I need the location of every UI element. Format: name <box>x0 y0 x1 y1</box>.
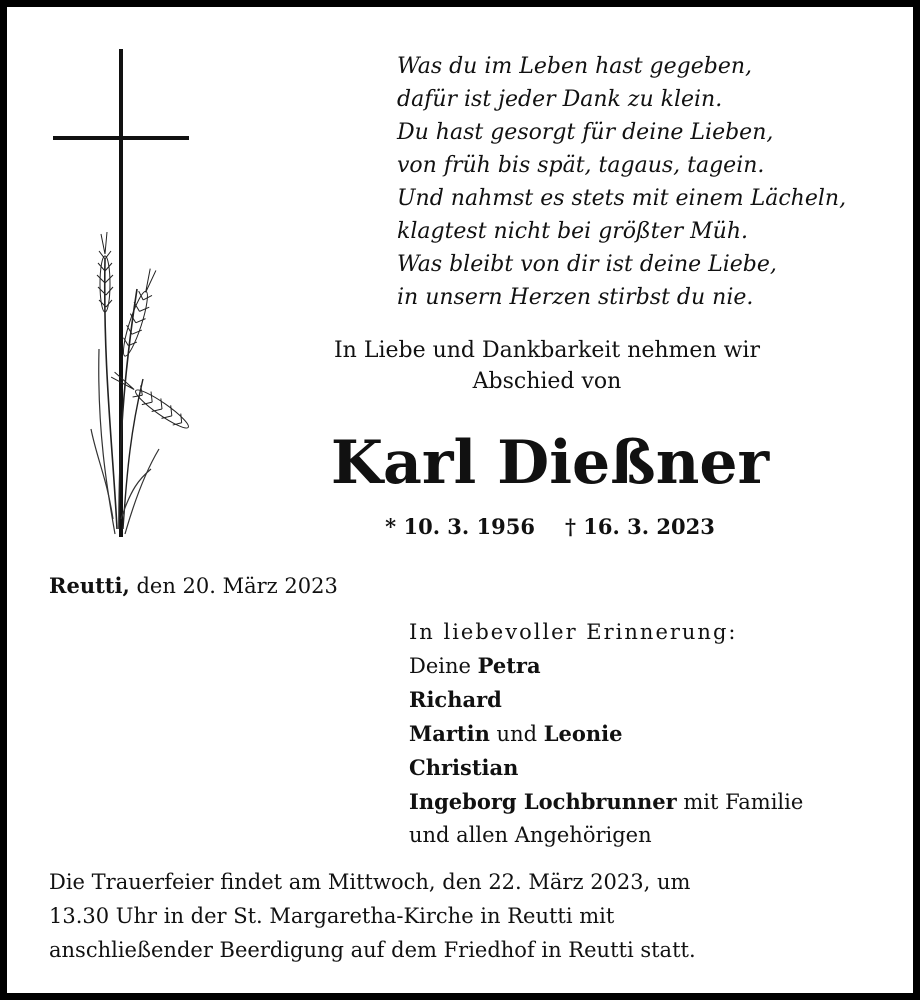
intro-line-1: In Liebe und Dankbarkeit nehmen wir <box>333 338 760 363</box>
place-and-date <box>49 571 338 601</box>
birth-date: * 10. 3. 1956 <box>385 514 535 539</box>
funeral-service-info <box>49 865 879 967</box>
mourner-name: Petra <box>477 653 541 678</box>
obituary-notice <box>7 7 913 993</box>
poem-line: Was bleibt von dir ist deine Liebe, <box>397 252 777 277</box>
poem <box>397 50 846 314</box>
mourner-name: Richard <box>409 687 502 712</box>
mourner-line <box>409 683 803 717</box>
mourner-prefix: Deine <box>409 654 478 678</box>
farewell-intro <box>257 335 837 397</box>
poem-line: klagtest nicht bei größter Müh. <box>397 219 748 244</box>
place-name: Reutti, <box>49 573 130 598</box>
intro-line-2: Abschied von <box>472 369 622 394</box>
poem-line: Du hast gesorgt für deine Lieben, <box>397 120 774 145</box>
memory-heading: In liebevoller Erinnerung: <box>409 620 738 644</box>
mourners-list <box>409 616 803 852</box>
poem-line: dafür ist jeder Dank zu klein. <box>397 87 723 112</box>
mourner-line <box>409 649 803 683</box>
mourner-name: Martin <box>409 721 490 746</box>
mourner-name: Ingeborg Lochbrunner <box>409 789 677 814</box>
death-date: † 16. 3. 2023 <box>565 514 715 539</box>
poem-line: Und nahmst es stets mit einem Lächeln, <box>397 186 847 211</box>
mourner-line: und allen Angehörigen <box>409 823 652 847</box>
life-dates <box>257 512 843 542</box>
notice-date: den 20. März 2023 <box>129 574 338 598</box>
poem-line: Was du im Leben hast gegeben, <box>397 54 753 79</box>
mourner-name: Christian <box>409 755 519 780</box>
mourner-name: Leonie <box>543 721 623 746</box>
deceased-name: Karl Dießner <box>330 428 770 498</box>
mourner-line <box>409 785 803 819</box>
mourner-suffix: mit Familie <box>676 790 804 814</box>
poem-line: von früh bis spät, tagaus, tagein. <box>397 153 765 178</box>
poem-line: in unsern Herzen stirbst du nie. <box>397 285 754 310</box>
mourner-conjunction: und <box>489 722 544 746</box>
cross-with-wheat-icon <box>47 49 197 549</box>
service-line: 13.30 Uhr in der St. Margaretha-Kirche in Reutti mit <box>49 904 615 928</box>
service-line: Die Trauerfeier findet am Mittwoch, den 22. März 2023, um <box>49 870 691 894</box>
mourner-line <box>409 751 803 785</box>
service-line: anschließender Beerdigung auf dem Friedhof in Reutti statt. <box>49 938 696 962</box>
mourner-line <box>409 717 803 751</box>
